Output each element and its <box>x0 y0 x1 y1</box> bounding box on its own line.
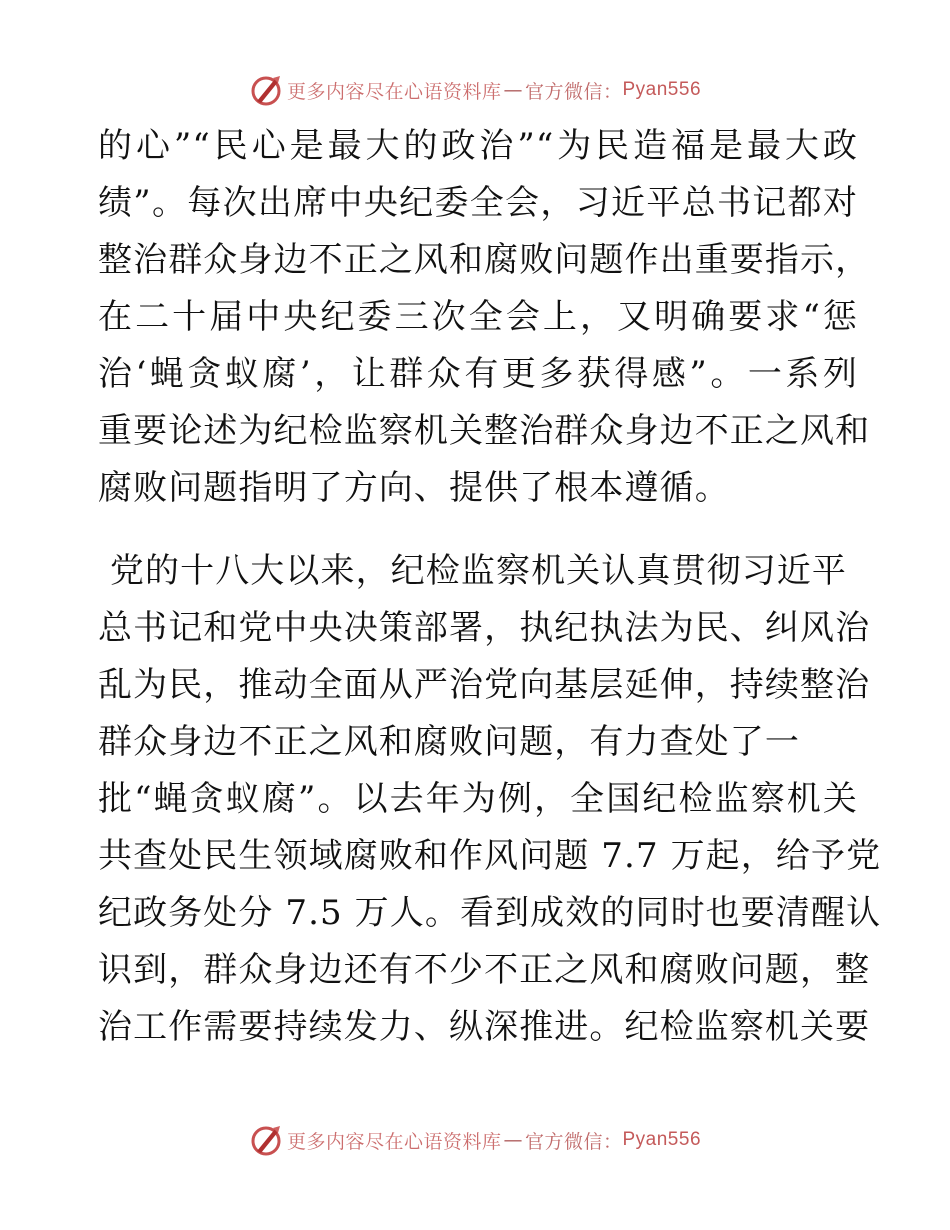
quill-ring-logo-icon <box>249 1123 283 1157</box>
document-body <box>98 118 882 1056</box>
text-line: 总书记和党中央决策部署，执纪执法为民、纠风治 <box>98 608 871 648</box>
watermark-wechat-id: Pyan556 <box>622 79 702 100</box>
watermark-text: 更多内容尽在心语资料库 <box>286 1130 502 1153</box>
paragraph-spacer <box>98 517 858 543</box>
watermark-official-label: 官方微信： <box>524 80 623 103</box>
text-line: 的心”“民心是最大的政治”“为民造福是最大政 <box>98 126 858 166</box>
paragraph-1 <box>98 118 871 517</box>
watermark-wechat-id: Pyan556 <box>622 1129 702 1150</box>
text-line: 批“蝇贪蚁腐”。以去年为例，全国纪检监察机关 <box>98 779 858 819</box>
text-line: 重要论述为纪检监察机关整治群众身边不正之风和 <box>98 411 871 451</box>
text-line: 识到，群众身边还有不少不正之风和腐败问题，整 <box>98 950 871 990</box>
paragraph-2 <box>98 543 882 1056</box>
text-line: 治工作需要持续发力、纵深推进。纪检监察机关要 <box>98 1007 871 1047</box>
header-watermark <box>0 70 950 110</box>
text-line: 整治群众身边不正之风和腐败问题作出重要指示， <box>98 240 871 280</box>
text-line: 在二十届中央纪委三次全会上，又明确要求“惩 <box>98 297 858 337</box>
quill-ring-logo-icon <box>249 73 283 107</box>
watermark-official-label: 官方微信： <box>524 1130 623 1153</box>
text-line: 群众身边不正之风和腐败问题，有力查处了一 <box>98 722 800 762</box>
footer-watermark <box>0 1120 950 1160</box>
text-line: 绩”。每次出席中央纪委全会，习近平总书记都对 <box>98 183 858 223</box>
text-line: 乱为民，推动全面从严治党向基层延伸，持续整治 <box>98 665 871 705</box>
text-line: 腐败问题指明了方向、提供了根本遵循。 <box>98 468 730 508</box>
watermark-text: 更多内容尽在心语资料库 <box>286 80 502 103</box>
text-line: 共查处民生领域腐败和作风问题 7.7 万起，给予党 <box>98 836 882 876</box>
text-line: 纪政务处分 7.5 万人。看到成效的同时也要清醒认 <box>98 893 882 933</box>
watermark-dash: — <box>503 79 523 101</box>
watermark-dash: — <box>503 1129 523 1151</box>
text-line: 党的十八大以来，纪检监察机关认真贯彻习近平 <box>98 551 848 591</box>
text-line: 治‘蝇贪蚁腐’，让群众有更多获得感”。一系列 <box>98 354 858 394</box>
